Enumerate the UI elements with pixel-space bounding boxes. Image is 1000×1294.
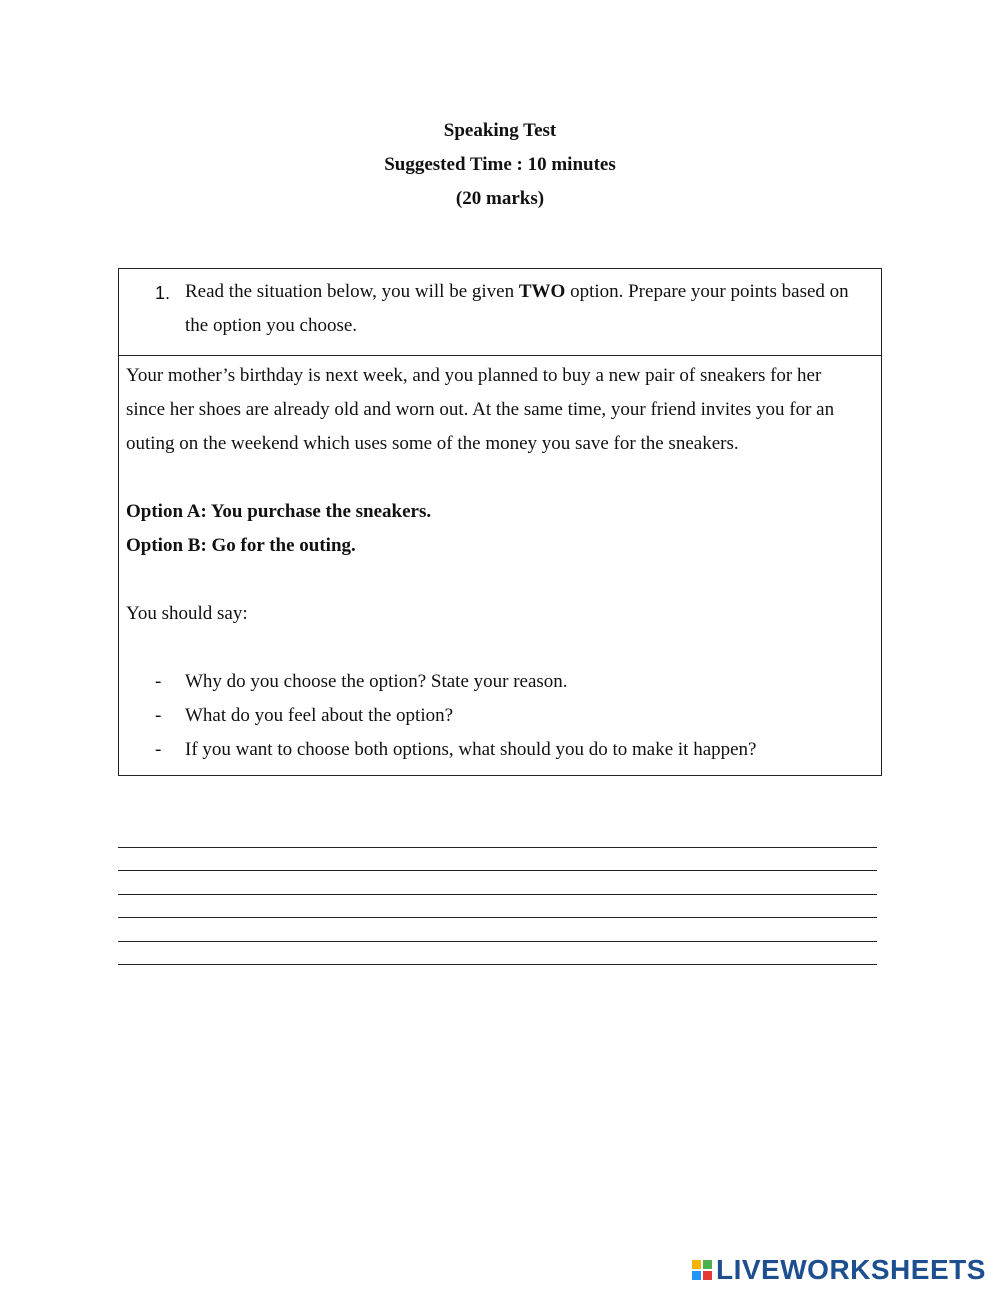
bullet-marker-3: - <box>155 739 162 760</box>
answer-line-1 <box>118 847 877 848</box>
logo-text: LIVEWORKSHEETS <box>716 1254 986 1285</box>
answer-line-3 <box>118 894 877 895</box>
total-marks: (20 marks) <box>455 188 545 209</box>
situation-line-3: outing on the weekend which uses some of the money you save for the sneakers. <box>126 433 739 454</box>
answer-line-6 <box>118 964 877 965</box>
instruction-row <box>119 269 881 356</box>
title: Speaking Test <box>443 120 557 141</box>
option-b: Option B: Go for the outing. <box>126 535 356 556</box>
document-header <box>0 114 1000 216</box>
answer-line-5 <box>118 941 877 942</box>
suggested-time: Suggested Time : 10 minutes <box>384 154 616 175</box>
logo-square-icon <box>703 1260 712 1269</box>
bullet-marker-2: - <box>155 705 162 726</box>
logo-square-icon <box>703 1271 712 1280</box>
bullet-item-2: What do you feel about the option? <box>185 705 454 726</box>
situation-line-2: since her shoes are already old and worn out. At the same time, your friend invites you for an <box>126 399 835 420</box>
question-instruction <box>185 275 875 343</box>
instruction-text-bold: TWO <box>518 281 566 302</box>
liveworksheets-logo <box>692 1255 986 1285</box>
bullet-item-1: Why do you choose the option? State your reason. <box>185 671 568 692</box>
question-box <box>118 268 882 776</box>
option-a: Option A: You purchase the sneakers. <box>126 501 432 522</box>
bullet-item-3: If you want to choose both options, what should you do to make it happen? <box>185 739 757 760</box>
answer-line-4 <box>118 917 877 918</box>
prompt-text: You should say: <box>126 603 248 624</box>
answer-line-2 <box>118 870 877 871</box>
instruction-text-start: Read the situation below, you will be given <box>185 281 519 302</box>
instruction-text-end: option. Prepare your points based on the option you choose. <box>185 281 849 336</box>
logo-square-icon <box>692 1260 701 1269</box>
logo-square-icon <box>692 1271 701 1280</box>
situation-row <box>119 356 881 776</box>
bullet-marker-1: - <box>155 671 162 692</box>
logo-mark-icon <box>692 1260 712 1280</box>
question-number: 1. <box>155 283 171 303</box>
situation-line-1: Your mother’s birthday is next week, and you planned to buy a new pair of sneakers for her <box>126 365 822 386</box>
